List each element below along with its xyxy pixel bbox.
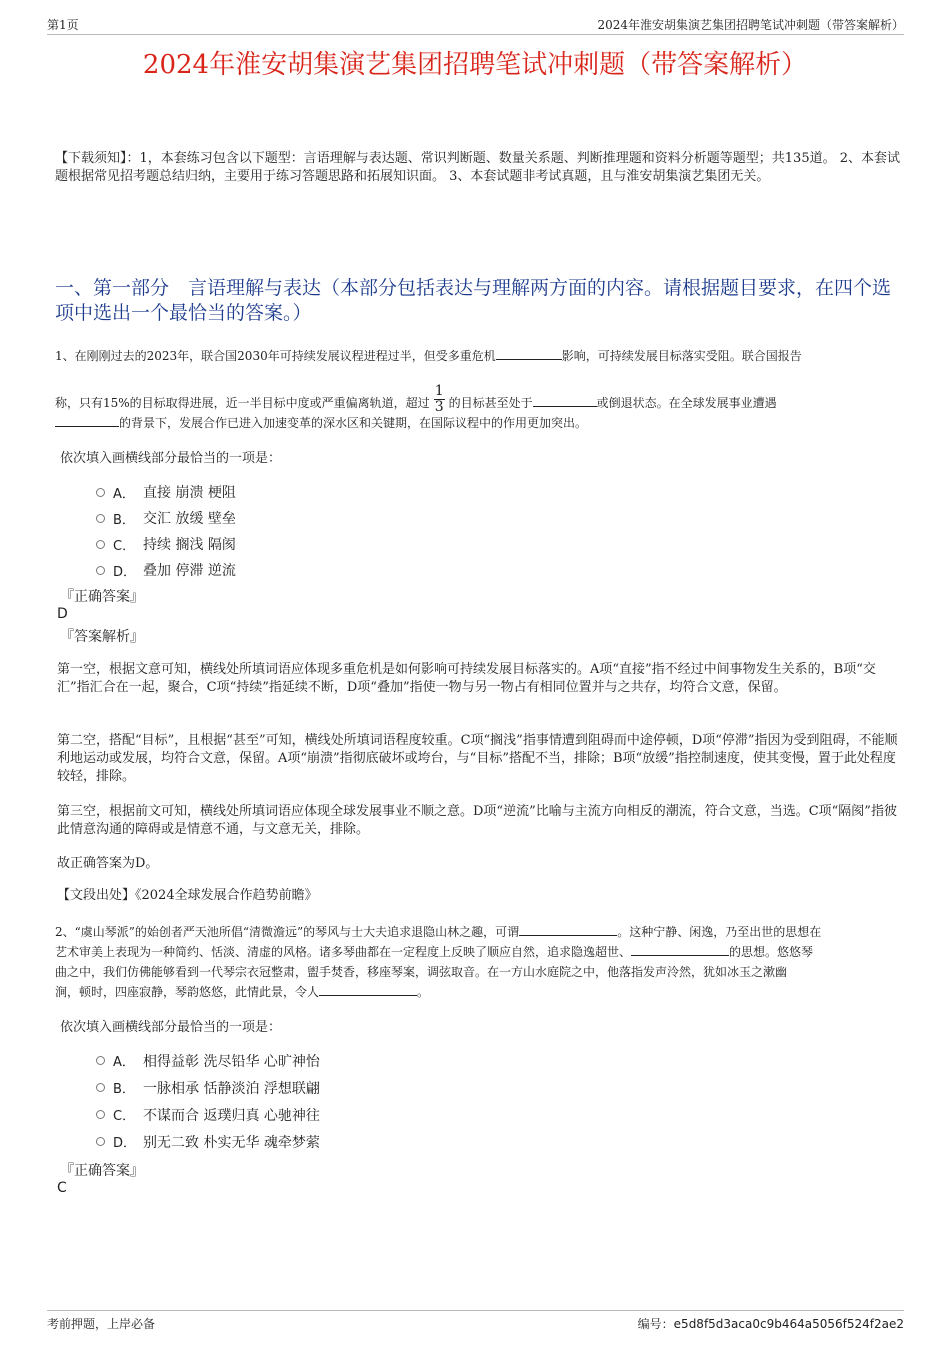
section-heading: 一、第一部分 言语理解与表达（本部分包括表达与理解两方面的内容。请根据题目要求，在四个选项中选出一个最恰当的答案。） [55,277,892,324]
q1-source: 【文段出处】《2024全球发展合作趋势前瞻》 [57,888,318,903]
q1-options [96,479,236,583]
q1-analysis-1: 第一空，根据文意可知，横线处所填词语应体现多重危机是如何影响可持续发展目标落实的。A项“直接”指不经过中间事物发生关系的，B项“交汇”指汇合在一起，聚合，C项“持续”指延续不断，D项“叠加”指使一物与另一物占有相同位置并与之共存，均符合文意，保留。 [57,662,876,695]
radio-icon[interactable] [96,1137,105,1146]
q1-option-b[interactable]: B． 交汇 放缓 壁垒 [96,505,236,531]
q1-line1: 1、在刚刚过去的2023年，联合国2030年可持续发展议程进程过半，但受多重危机 影响，可持续发展目标落实受阻。联合国报告 [55,349,802,363]
q1-line2: 称，只有15%的目标取得进展，近一半目标中度或严重偏离轨道，超过 $\frac{1}{3}$ 的目标甚至处于 或倒退状态。在全球发展事业遭遇 [55,383,777,415]
radio-icon[interactable] [96,1056,105,1065]
q1-option-d[interactable]: D． 叠加 停滞 逆流 [96,557,236,583]
blank-2 [533,394,597,407]
blank-q2-2 [631,943,729,956]
q2-passage: 2、“虞山琴派”的始创者严天池所倡“清微澹远”的琴风与士大夫追求退隐山林之趣，可谓 。这种宁静、闲逸，乃至出世的思想在 艺术审美上表现为一种简约、恬淡、清虚的风格。诸多琴曲都在一定程度上反映了顺应自然，追求隐逸超世、 的思想。悠悠琴 曲之中，我们仿佛能够看到一代琴宗衣冠整肃，盥手焚香，移座琴案，调弦取音。在一方山水庭院之中，他落指发声泠然，犹如冰玉之漱幽 涧，顿时，四座寂静，琴韵悠悠，此情此景，令人 。 [55,925,822,999]
page-footer [47,1310,904,1332]
blank-q2-3 [319,983,417,996]
header-doc-title: 2024年淮安胡集演艺集团招聘笔试冲刺题（带答案解析） [597,17,904,32]
q2-answer-label: 『正确答案』 [60,1163,144,1179]
q1-option-a[interactable]: A． 直接 崩溃 梗阻 [96,479,236,505]
q1-analysis-2: 第二空，搭配“目标”，且根据“甚至”可知，横线处所填词语程度较重。C项“搁浅”指事情遭到阻碍而中途停顿，D项“停滞”指因为受到阻碍，不能顺利地运动或发展，均符合文意，保留。A项“崩溃”指彻底破坏或垮台，与“目标”搭配不当，排除；B项“放缓”指控制速度，使其变慢，置于此处程度较轻，排除。 [57,733,898,784]
page-number: 第1页 [47,17,79,32]
footer-code: 编号：e5d8f5d3aca0c9b464a5056f524f2ae2 [637,1317,904,1331]
q1-analysis-conclusion: 故正确答案为D。 [57,856,159,871]
radio-icon[interactable] [96,1110,105,1119]
q2-options [96,1047,320,1155]
page-header [47,14,904,35]
radio-icon[interactable] [96,540,105,549]
download-notice: 【下载须知】：1，本套练习包含以下题型：言语理解与表达题、常识判断题、数量关系题、判断推理题和资料分析题等题型；共135道。 2、本套试题根据常见招考题总结归纳，主要用于练习答题思路和拓展知识面。 3、本套试题非考试真题，且与淮安胡集演艺集团无关。 [55,151,900,184]
q1-answer-label: 『正确答案』 [60,589,144,605]
q2-option-d[interactable]: D． 别无二致 朴实无华 魂牵梦萦 [96,1128,320,1155]
q2-prompt: 依次填入画横线部分最恰当的一项是： [60,1020,282,1035]
q1-prompt: 依次填入画横线部分最恰当的一项是： [60,451,282,466]
q1-analysis-3: 第三空，根据前文可知，横线处所填词语应体现全球发展事业不顺之意。D项“逆流”比喻与主流方向相反的潮流，符合文意，当选。C项“隔阂”指彼此情意沟通的障碍或是情意不通，与文意无关，排除。 [57,804,897,837]
document-title: 2024年淮安胡集演艺集团招聘笔试冲刺题（带答案解析） [142,50,808,80]
q2-answer: C [57,1180,67,1196]
q1-line3: 的背景下，发展合作已进入加速变革的深水区和关键期，在国际议程中的作用更加突出。 [55,414,900,432]
blank-1 [496,347,562,360]
q2-option-a[interactable]: A． 相得益彰 洗尽铅华 心旷神怡 [96,1047,320,1074]
blank-3 [55,414,119,427]
blank-q2-1 [519,923,617,936]
q2-option-c[interactable]: C． 不谋而合 返璞归真 心驰神往 [96,1101,320,1128]
fraction-one-third: $\frac{1}{3}$ [434,383,444,415]
radio-icon[interactable] [96,488,105,497]
q1-option-c[interactable]: C． 持续 搁浅 隔阂 [96,531,236,557]
radio-icon[interactable] [96,566,105,575]
q1-answer: D [57,606,68,622]
radio-icon[interactable] [96,514,105,523]
footer-slogan: 考前押题，上岸必备 [47,1317,156,1331]
q1-analysis-label: 『答案解析』 [60,629,144,645]
q2-option-b[interactable]: B． 一脉相承 恬静淡泊 浮想联翩 [96,1074,320,1101]
radio-icon[interactable] [96,1083,105,1092]
